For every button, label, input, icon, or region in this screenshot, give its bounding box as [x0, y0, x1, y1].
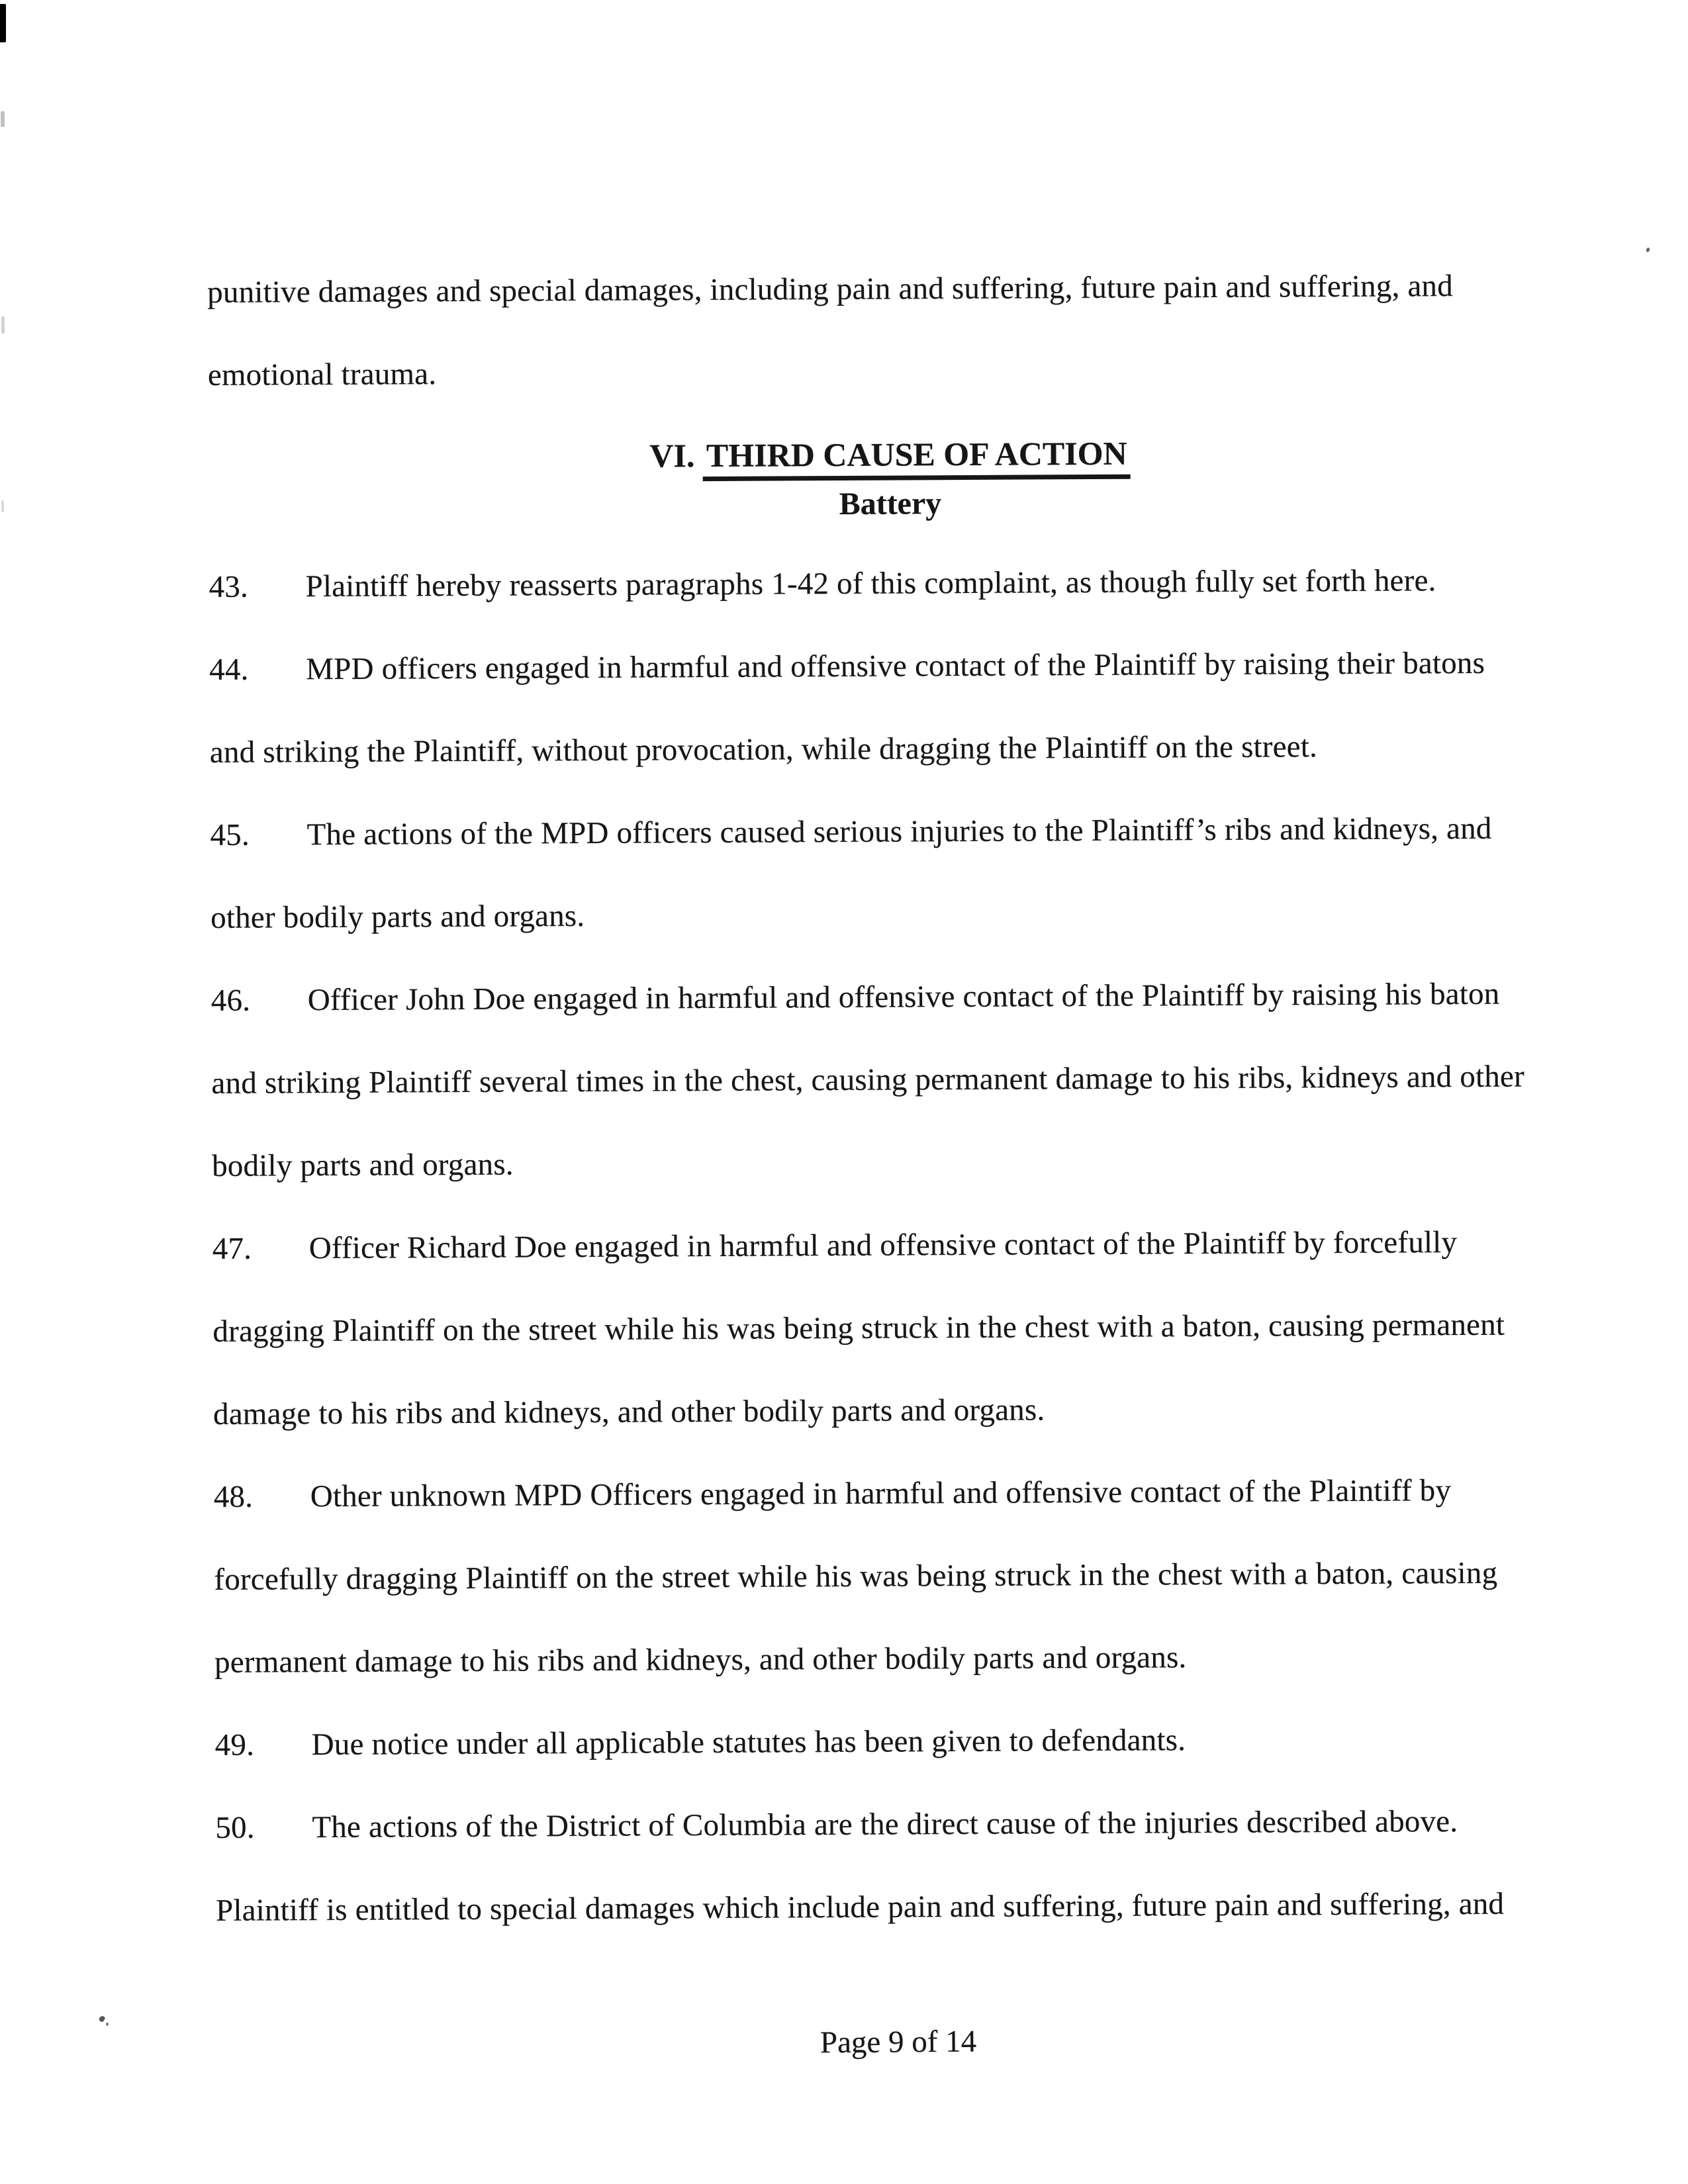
paragraph-line: [209, 621, 1573, 711]
paragraph-number: 49.: [214, 1727, 255, 1762]
paragraph-text: MPD officers engaged in harmful and offensive contact of the Plaintiff by raising their batons: [306, 645, 1485, 687]
body-paragraph: [209, 621, 1573, 794]
paragraph-line: Plaintiff is entitled to special damages which include pain and suffering, future pain and suffering, and: [215, 1886, 1505, 1928]
paragraph-text: The actions of the District of Columbia are the direct cause of the injuries described above.: [312, 1804, 1458, 1845]
scan-artifact-speck: [98, 2015, 105, 2023]
paragraph-number: 50.: [215, 1810, 255, 1845]
page-footer: Page 9 of 14: [820, 2024, 977, 2060]
section-heading-title: THIRD CAUSE OF ACTION: [703, 435, 1131, 481]
paragraph-number: 48.: [213, 1479, 254, 1514]
paragraph-line: other bodily parts and organs.: [211, 899, 585, 935]
paragraph-number: 46.: [211, 983, 251, 1018]
paragraph-line: permanent damage to his ribs and kidneys, and other bodily parts and organs.: [214, 1640, 1187, 1680]
page-content: [206, 0, 1579, 2060]
section-heading-number: VI.: [649, 437, 695, 475]
paragraph-line: [210, 787, 1574, 877]
scan-artifact-smudge: [1, 500, 4, 512]
paragraph-text: Plaintiff hereby reasserts paragraphs 1-42 of this complaint, as though fully set forth here.: [305, 563, 1436, 604]
paragraph-line: [214, 1697, 1579, 1787]
paragraph-text: Other unknown MPD Officers engaged in harmful and offensive contact of the Plaintiff by: [310, 1473, 1452, 1514]
body-paragraph: [210, 787, 1574, 960]
scan-artifact-smudge: [1, 316, 5, 334]
body-paragraph: [211, 952, 1575, 1208]
scan-artifact-edge-bar: [0, 4, 6, 42]
paragraph-line: forcefully dragging Plaintiff on the street while his was being struck in the chest with a baton, causing: [214, 1555, 1498, 1597]
paragraph-text: Officer John Doe engaged in harmful and offensive contact of the Plaintiff by raising his baton: [307, 976, 1500, 1018]
paragraph-line: punitive damages and special damages, including pain and suffering, future pain and suffering, and: [207, 269, 1453, 310]
paragraph-text: The actions of the MPD officers caused serious injuries to the Plaintiff’s ribs and kidneys, and: [306, 811, 1492, 852]
paragraph-line: bodily parts and organs.: [211, 1147, 514, 1183]
paragraph-line: dragging Plaintiff on the street while his was being struck in the chest with a baton, causing permanent: [212, 1307, 1505, 1349]
paragraph-number: 43.: [209, 569, 249, 604]
continuation-paragraph: [207, 244, 1571, 417]
body-paragraph: [209, 539, 1573, 629]
paragraph-number: 45.: [210, 817, 250, 852]
body-paragraph: [212, 1201, 1577, 1456]
paragraph-line: damage to his ribs and kidneys, and other bodily parts and organs.: [212, 1392, 1045, 1432]
paragraph-line: emotional trauma.: [207, 357, 437, 392]
body-paragraph: [214, 1697, 1579, 1787]
paragraph-line: [212, 1201, 1576, 1291]
body-paragraph: [213, 1449, 1578, 1704]
scan-artifact-speck: [1646, 247, 1650, 252]
paragraph-number: 47.: [212, 1231, 252, 1266]
paragraph-line: [209, 539, 1573, 629]
section-heading-subtitle: Battery: [839, 486, 942, 522]
paragraph-line: [211, 952, 1575, 1042]
body-paragraphs: [209, 539, 1579, 1952]
paragraph-line: [213, 1449, 1577, 1539]
paragraph-text: Due notice under all applicable statutes has been given to defendants.: [311, 1723, 1186, 1762]
paragraph-line: [215, 1780, 1579, 1870]
paragraph-number: 44.: [209, 652, 249, 687]
paragraph-text: Officer Richard Doe engaged in harmful and offensive contact of the Plaintiff by forcefully: [308, 1225, 1458, 1266]
section-heading: [208, 410, 1572, 534]
scan-artifact-speck: [106, 2023, 109, 2026]
paragraph-line: and striking Plaintiff several times in the chest, causing permanent damage to his ribs, kidneys and other: [211, 1059, 1525, 1101]
paragraph-line: and striking the Plaintiff, without provocation, while dragging the Plaintiff on the street.: [209, 729, 1318, 770]
scan-artifact-smudge: [1, 111, 5, 127]
body-paragraph: [215, 1780, 1579, 1952]
